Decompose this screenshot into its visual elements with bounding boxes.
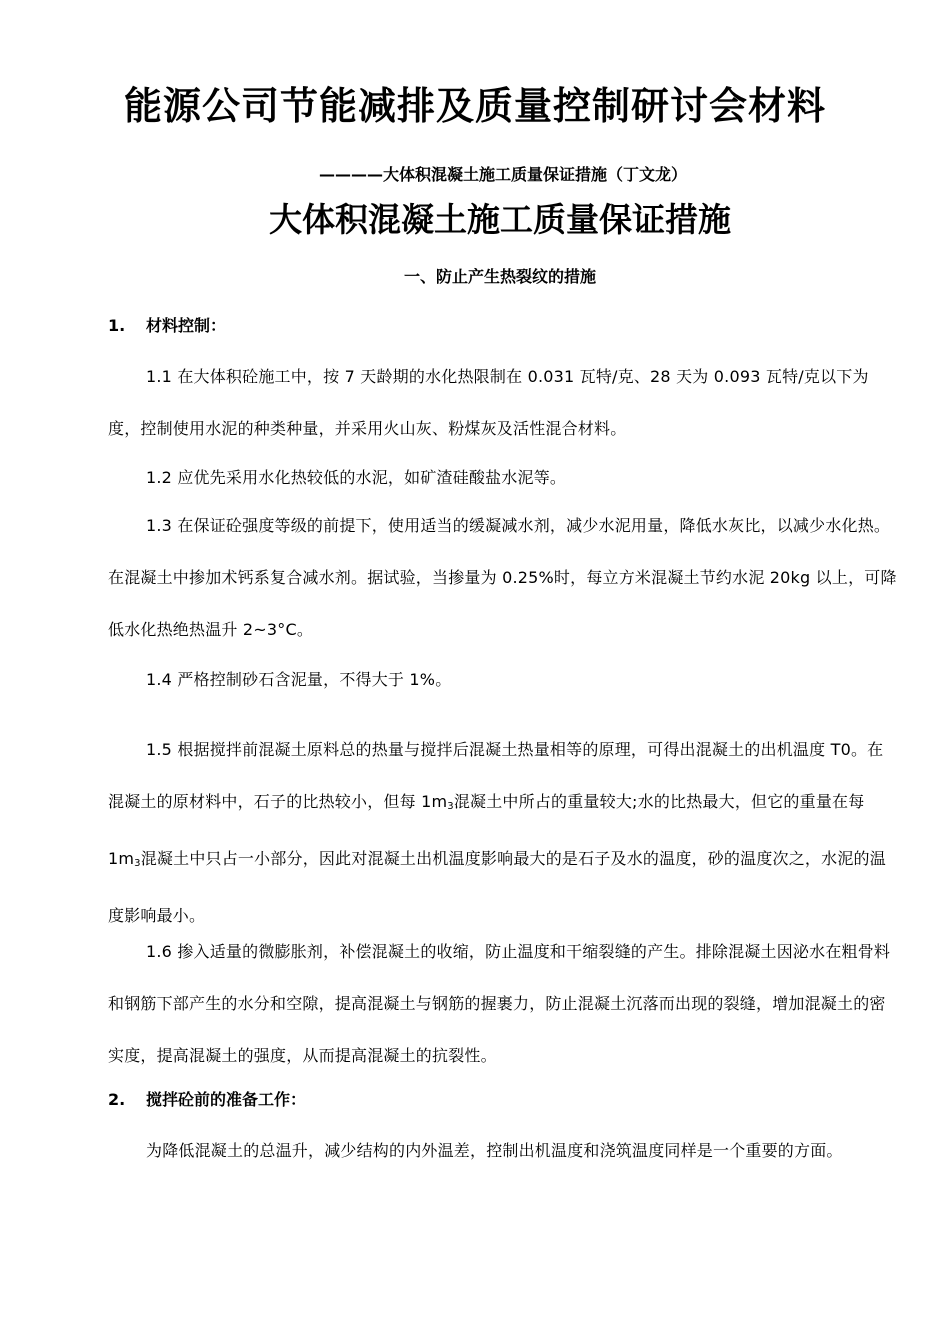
paragraph-1-4: 1.4 严格控制砂石含泥量，不得大于 1%。 xyxy=(146,670,452,689)
paragraph-2-intro: 为降低混凝土的总温升，减少结构的内外温差，控制出机温度和浇筑温度同样是一个重要的方面。 xyxy=(146,1141,843,1160)
cubic-superscript: 3 xyxy=(134,858,141,869)
section-title: 一、防止产生热裂纹的措施 xyxy=(403,267,596,286)
paragraph-1-2: 1.2 应优先采用水化热较低的水泥，如矿渣硅酸盐水泥等。 xyxy=(146,468,567,487)
item-number: 1. xyxy=(108,316,126,335)
paragraph-1-5-part-c: 混凝土中只占一小部分，因此对混凝土出机温度影响最大的是石子及水的温度，砂的温度次之，水泥的温度影响最小。 xyxy=(108,849,886,925)
paragraph-1-1: 1.1 在大体积砼施工中，按 7 天龄期的水化热限制在 0.031 瓦特/克、28 天为 0.093 瓦特/克以下为度，控制使用水泥的种类种量，并采用火山灰、粉煤灰及活性混合材料。 xyxy=(108,367,869,438)
item-heading-2 xyxy=(108,1088,306,1112)
item-heading-1 xyxy=(108,314,226,338)
paragraph-1-6: 1.6 掺入适量的微膨胀剂，补偿混凝土的收缩，防止温度和干缩裂缝的产生。排除混凝土因泌水在粗骨料和钢筋下部产生的水分和空隙，提高混凝土与钢筋的握裹力，防止混凝土沉落而出现的裂缝，增加混凝土的密实度，提高混凝土的强度，从而提高混凝土的抗裂性。 xyxy=(108,942,891,1065)
item-heading-text: 材料控制： xyxy=(146,316,227,335)
item-heading-text: 搅拌砼前的准备工作： xyxy=(146,1090,307,1109)
cubic-superscript: 3 xyxy=(447,801,454,812)
paragraph-1-5-part-b: 混凝土中所占的重量较大;水的比热最大，但它的重量在每 1m xyxy=(108,792,865,868)
item-number: 2. xyxy=(108,1090,126,1109)
paragraph-1-3: 1.3 在保证砼强度等级的前提下，使用适当的缓凝减水剂，减少水泥用量，降低水灰比，以减少水化热。在混凝土中掺加术钙系复合减水剂。据试验，当掺量为 0.25%时，每立方米混凝土节约水泥 20kg 以上，可降低水化热绝热温升 2~3°C。 xyxy=(108,516,897,639)
subtitle: ————大体积混凝土施工质量保证措施（丁文龙） xyxy=(318,165,687,184)
paragraph-1-5-part-a: 1.5 根据搅拌前混凝土原料总的热量与搅拌后混凝土热量相等的原理，可得出混凝土的出机温度 T0。在混凝土的原材料中，石子的比热较小，但每 1m xyxy=(108,740,884,811)
paragraph-1-5 xyxy=(108,724,898,942)
document-title: 大体积混凝土施工质量保证措施 xyxy=(269,200,731,239)
main-title: 能源公司节能减排及质量控制研讨会材料 xyxy=(123,84,826,128)
